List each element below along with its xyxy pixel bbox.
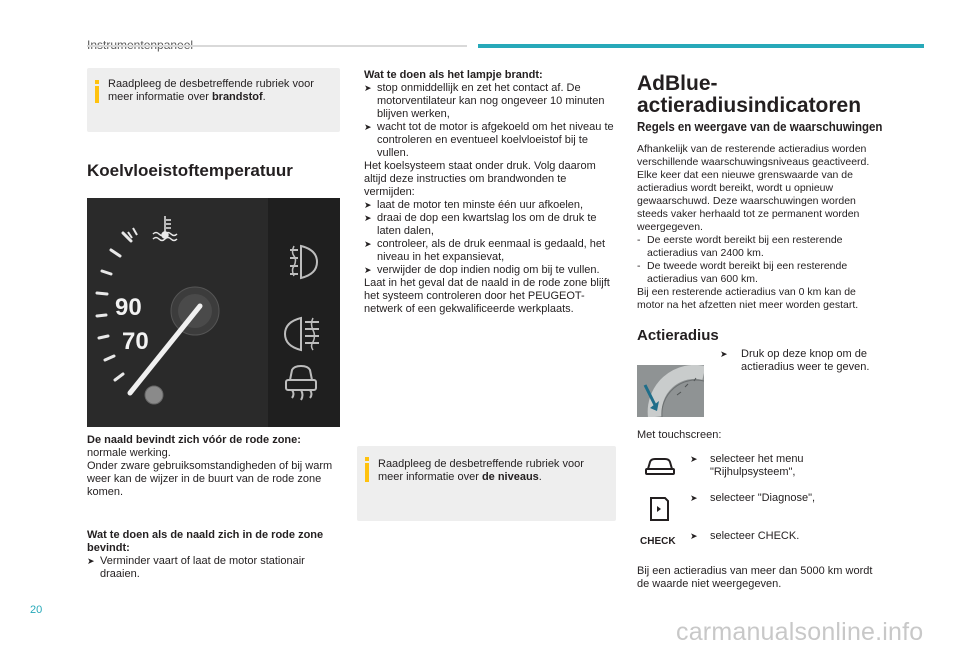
- list-item: ➤ selecteer CHECK.: [690, 530, 800, 542]
- note-text: Raadpleeg de desbetreffende rubriek voor meer informatie over: [378, 458, 584, 483]
- lamp-heading: Wat te doen als het lampje brandt:: [364, 69, 543, 81]
- check-label: CHECK: [640, 536, 676, 547]
- over-range-text: Bij een actieradius van meer dan 5000 km wordt de waarde niet weergegeven.: [637, 565, 873, 590]
- list-item: ➤ controleer, als de druk eenmaal is gedaald, het niveau in het expansievat,: [364, 238, 606, 263]
- zero-range-text: Bij een resterende actieradius van 0 km kan de motor na het afzetten niet meer worden gestart.: [637, 286, 859, 311]
- list-item: - De tweede wordt bereikt bij een resterende actieradius van 600 km.: [637, 260, 848, 285]
- gauge-drawing: [87, 198, 340, 427]
- bullet-icon: ➤: [690, 493, 698, 503]
- list-item: ➤ verwijder de dop indien nodig om bij te vullen.: [364, 264, 600, 276]
- needle-heading: De naald bevindt zich vóór de rode zone:: [87, 434, 301, 446]
- note-bold-term: de niveaus: [481, 471, 539, 483]
- needle-line: Onder zware gebruiksomstandigheden of bij warm weer kan de wijzer in de buurt van de rode zone komen.: [87, 460, 333, 498]
- bullet-icon: ➤: [364, 213, 372, 223]
- info-icon: [95, 86, 99, 103]
- bullet-icon: ➤: [87, 556, 95, 566]
- bullet-icon: ➤: [720, 349, 728, 359]
- header-divider: [87, 45, 467, 47]
- step-diagnose: [690, 492, 870, 505]
- list-item: ➤ wacht tot de motor is afgekoeld om het niveau te controleren en eventueel koelvloeistof bij te vullen.: [364, 121, 614, 159]
- range-button-instruction: [720, 348, 890, 374]
- touchscreen-label: Met touchscreen:: [637, 429, 722, 441]
- pressure-text: Het koelsysteem staat onder druk. Volg daarom altijd deze instructies om brandwonden te vermijden:: [364, 160, 596, 198]
- needle-line: normale werking.: [87, 447, 171, 459]
- page-number: 20: [30, 604, 43, 616]
- diagnose-icon: [648, 496, 670, 522]
- adblue-intro: Afhankelijk van de resterende actieradius worden verschillende waarschuwingsniveaus geactiveerd. Elke keer dat een nieuwe grenswaarde van de actieradius wordt bereikt, wordt u opnieuw gewaarschuwd. Deze waarschuwingen worden steeds vaker herhaald tot ze permanent worden weergegeven.: [637, 143, 870, 233]
- info-note-levels: Raadpleeg de desbetreffende rubriek voor meer informatie over de niveaus.: [357, 446, 616, 521]
- coolant-gauge-illustration: [87, 198, 340, 427]
- red-zone-heading: Wat te doen als de naald zich in de rode zone bevindt:: [87, 529, 324, 554]
- note-bold-term: brandstof: [211, 91, 263, 103]
- adblue-rules: [637, 143, 884, 312]
- step-menu: [690, 453, 870, 479]
- needle-explanation: [87, 434, 340, 499]
- gauge-label-70: 70: [122, 328, 149, 355]
- list-item: ➤ stop onmiddellijk en zet het contact af. De motorventilateur kan nog ongeveer 10 minuten blijven werken,: [364, 82, 605, 120]
- bullet-icon: ➤: [364, 83, 372, 93]
- list-item: - De eerste wordt bereikt bij een resterende actieradius van 2400 km.: [637, 234, 843, 259]
- watermark: carmanualsonline.info: [676, 618, 924, 646]
- gauge-label-90: 90: [115, 294, 142, 321]
- list-item: ➤ selecteer "Diagnose",: [690, 492, 816, 504]
- adblue-title: AdBlue- actieradiusindicatoren: [637, 72, 862, 117]
- step-check: [690, 530, 870, 543]
- adblue-subtitle: Regels en weergave van de waarschuwingen: [637, 120, 883, 134]
- bullet-icon: ➤: [690, 454, 698, 464]
- list-item: ➤ selecteer het menu "Rijhulpsysteem",: [690, 453, 804, 478]
- info-note-fuel: Raadpleeg de desbetreffende rubriek voor meer informatie over brandstof.: [87, 68, 340, 132]
- list-item: ➤ laat de motor ten minste één uur afkoelen,: [364, 199, 584, 211]
- list-item: ➤ Verminder vaart of laat de motor stationair draaien.: [87, 555, 305, 580]
- range-heading: Actieradius: [637, 327, 719, 344]
- list-item: ➤ Druk op deze knop om de actieradius weer te geven.: [720, 348, 870, 373]
- bullet-icon: ➤: [364, 265, 372, 275]
- bullet-icon: ➤: [364, 122, 372, 132]
- final-text: Laat in het geval dat de naald in de rode zone blijft het systeem controleren door het PEUGEOT-netwerk of een gekwalificeerde werkplaats.: [364, 277, 610, 315]
- section-title-coolant: Koelvloeistoftemperatuur: [87, 161, 293, 180]
- red-zone-instructions: [87, 529, 340, 581]
- car-menu-icon: [645, 455, 675, 477]
- range-button-illustration: [637, 365, 704, 417]
- list-item: ➤ draai de dop een kwartslag los om de druk te laten dalen,: [364, 212, 597, 237]
- range-button-drawing: [637, 365, 704, 417]
- info-icon: [365, 463, 369, 482]
- header-accent-bar: [478, 44, 924, 48]
- lamp-instructions: [364, 69, 616, 316]
- bullet-icon: ➤: [364, 239, 372, 249]
- note-text: Raadpleeg de desbetreffende rubriek voor meer informatie over: [108, 78, 314, 103]
- bullet-icon: ➤: [364, 200, 372, 210]
- bullet-icon: ➤: [690, 531, 698, 541]
